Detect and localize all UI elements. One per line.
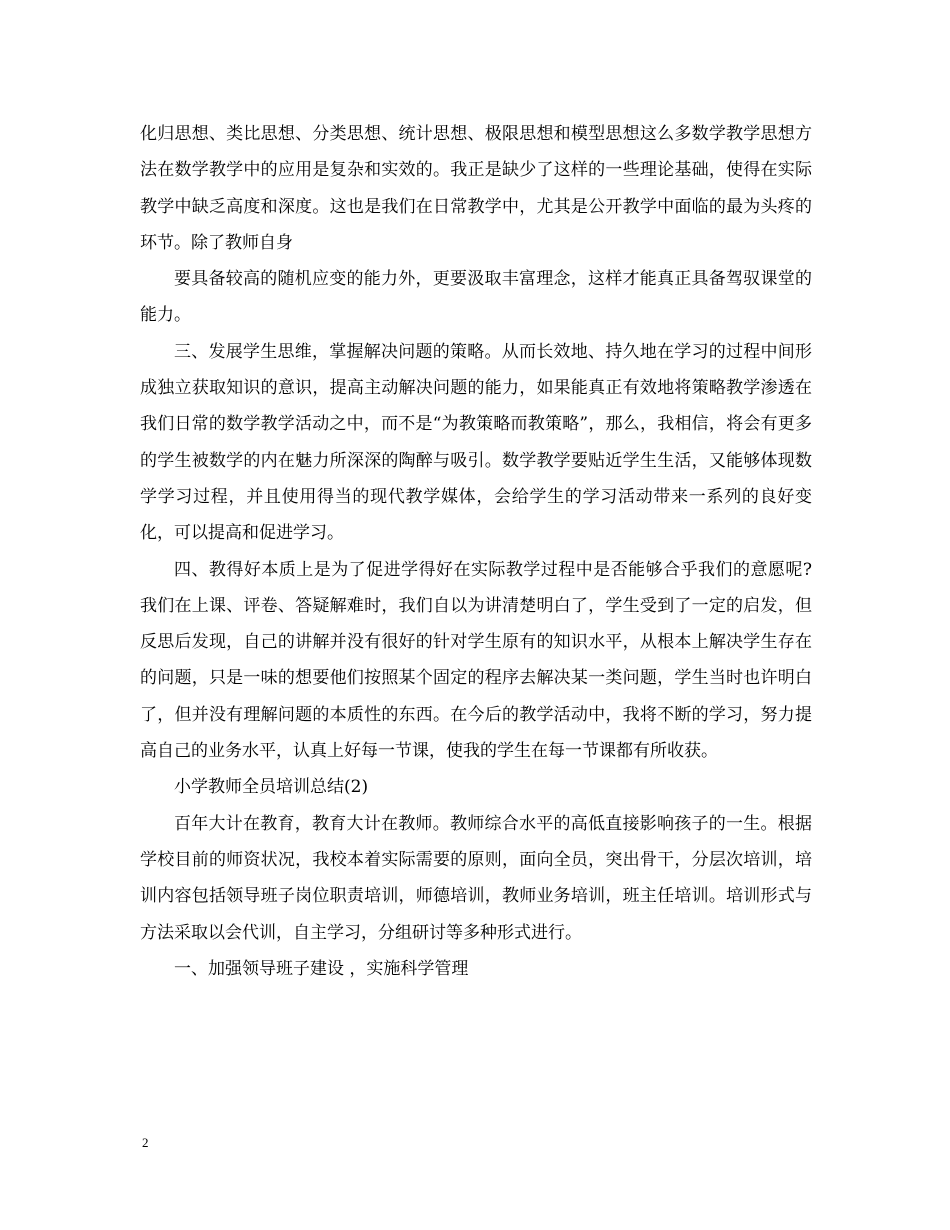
section-title: 小学教师全员培训总结(2) [174,777,369,798]
page-number: 2 [142,1135,149,1150]
page-body [140,116,812,987]
paragraph-4: 四、教得好本质上是为了促进学得好在实际教学过程中是否能够合乎我们的意愿呢?我们在上课、评卷、答疑解难时，我们自以为讲清楚明白了，学生受到了一定的启发，但反思后发现，自己的讲解并没有很好的针对学生原有的知识水平，从根本上解决学生存在的问题，只是一味的想要他们按照某个固定的程序去解决某一类问题，学生当时也许明白了，但并没有理解问题的本质性的东西。在今后的教学活动中，我将不断的学习，努力提高自己的业务水平，认真上好每一节课，使我的学生在每一节课都有所收获。 [140,559,812,762]
paragraph-6: 一、加强领导班子建设 ，实施科学管理 [174,958,469,979]
paragraph-3: 三、发展学生思维，掌握解决问题的策略。从而长效地、持久地在学习的过程中间形成独立获取知识的意识，提高主动解决问题的能力，如果能真正有效地将策略教学渗透在我们日常的数学教学活动之中，而不是“为教策略而教策略”，那么，我相信，将会有更多的学生被数学的内在魅力所深深的陶醉与吸引。数学教学要贴近学生生活，又能够体现数学学习过程，并且使用得当的现代教学媒体，会给学生的学习活动带来一系列的良好变化，可以提高和促进学习。 [140,341,812,544]
paragraph-1: 化归思想、类比思想、分类思想、统计思想、极限思想和模型思想这么多数学教学思想方法在数学教学中的应用是复杂和实效的。我正是缺少了这样的一些理论基础，使得在实际教学中缺乏高度和深度。这也是我们在日常教学中，尤其是公开教学中面临的最为头疼的环节。除了教师自身 [140,124,812,253]
paragraph-2: 要具备较高的随机应变的能力外，更要汲取丰富理念，这样才能真正具备驾驭课堂的能力。 [140,269,812,326]
paragraph-5: 百年大计在教育，教育大计在教师。教师综合水平的高低直接影响孩子的一生。根据学校目前的师资状况，我校本着实际需要的原则，面向全员，突出骨干，分层次培训，培训内容包括领导班子岗位职责培训，师德培训，教师业务培训，班主任培训。培训形式与方法采取以会代训，自主学习，分组研讨等多种形式进行。 [140,813,812,943]
